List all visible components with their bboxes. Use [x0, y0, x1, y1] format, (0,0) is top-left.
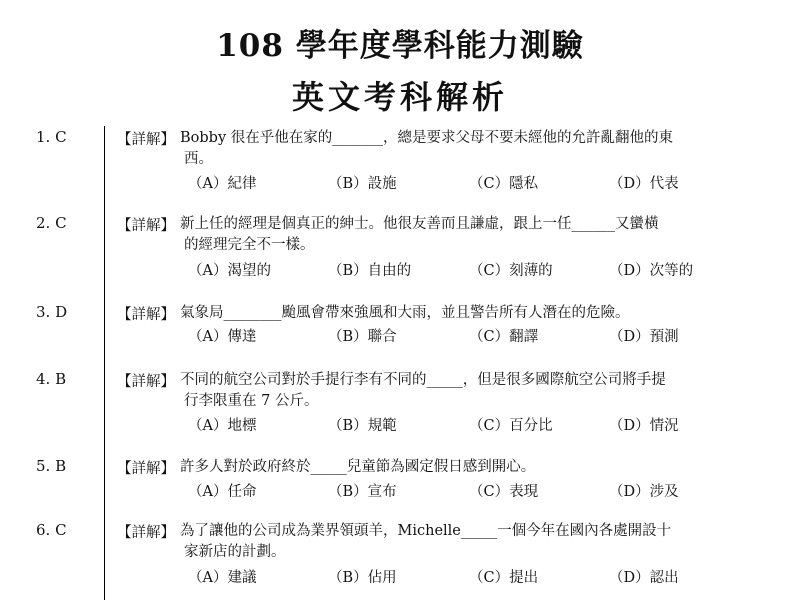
explanation-line: 氣象局________颱風會帶來強風和大雨，並且警告所有人潛在的危險。 [180, 305, 630, 321]
explanation-line: Bobby 很在乎他在家的_______，總是要求父母不要未經他的允許亂翻他的東 [180, 130, 673, 146]
explanation-line: 的經理完全不一樣。 [184, 237, 315, 253]
option-a: （A）紀律 [188, 176, 257, 192]
explanation-line: 新上任的經理是個真正的紳士。他很友善而且謙虛，跟上一任______又蠻橫 [180, 216, 659, 232]
detail-tag: 【詳解】 [117, 461, 175, 477]
page-title: 108 學年度學科能力測驗 [216, 28, 584, 64]
page-subtitle: 英文考科解析 [291, 78, 508, 116]
option-a: （A）傳達 [188, 329, 257, 345]
option-b: （B）宣布 [328, 484, 397, 500]
detail-tag: 【詳解】 [117, 132, 175, 148]
answer-number: 1. C [36, 128, 67, 146]
vertical-divider [104, 126, 105, 600]
option-c: （C）隱私 [469, 176, 539, 192]
answer-number: 2. C [36, 214, 67, 232]
option-c: （C）百分比 [469, 418, 553, 434]
detail-tag: 【詳解】 [117, 525, 175, 541]
answer-number: 6. C [36, 521, 67, 539]
detail-tag: 【詳解】 [117, 218, 175, 234]
option-d: （D）預測 [609, 329, 679, 345]
explanation-line: 許多人對於政府終於_____兒童節為國定假日感到開心。 [180, 459, 536, 475]
option-b: （B）規範 [328, 418, 397, 434]
detail-tag: 【詳解】 [117, 374, 175, 390]
option-c: （C）表現 [469, 484, 539, 500]
explanation-line: 行李限重在 7 公斤。 [184, 393, 319, 409]
answer-number: 3. D [36, 303, 68, 321]
options-row [188, 172, 788, 192]
options-row [188, 480, 788, 500]
options-row [188, 259, 788, 279]
option-a: （A）地標 [188, 418, 257, 434]
options-row [188, 414, 788, 434]
option-d: （D）認出 [609, 570, 679, 586]
explanation-line: 家新店的計劃。 [184, 544, 286, 560]
answer-number: 5. B [36, 457, 67, 475]
option-b: （B）佔用 [328, 570, 397, 586]
explanation-line: 西。 [184, 151, 213, 167]
option-d: （D）次等的 [609, 263, 694, 279]
option-d: （D）情況 [609, 418, 679, 434]
answer-number: 4. B [36, 370, 67, 388]
options-row [188, 566, 788, 586]
detail-tag: 【詳解】 [117, 307, 175, 323]
option-d: （D）代表 [609, 176, 679, 192]
explanation-line: 為了讓他的公司成為業界領頭羊，Michelle_____一個今年在國內各處開設十 [180, 523, 672, 539]
option-b: （B）聯合 [328, 329, 397, 345]
option-b: （B）設施 [328, 176, 397, 192]
option-a: （A）渴望的 [188, 263, 271, 279]
option-d: （D）涉及 [609, 484, 679, 500]
option-c: （C）提出 [469, 570, 539, 586]
options-row [188, 325, 788, 345]
option-a: （A）建議 [188, 570, 257, 586]
option-a: （A）任命 [188, 484, 257, 500]
explanation-line: 不同的航空公司對於手提行李有不同的_____，但是很多國際航空公司將手提 [180, 372, 666, 388]
option-c: （C）翻譯 [469, 329, 539, 345]
option-c: （C）刻薄的 [469, 263, 553, 279]
option-b: （B）自由的 [328, 263, 412, 279]
